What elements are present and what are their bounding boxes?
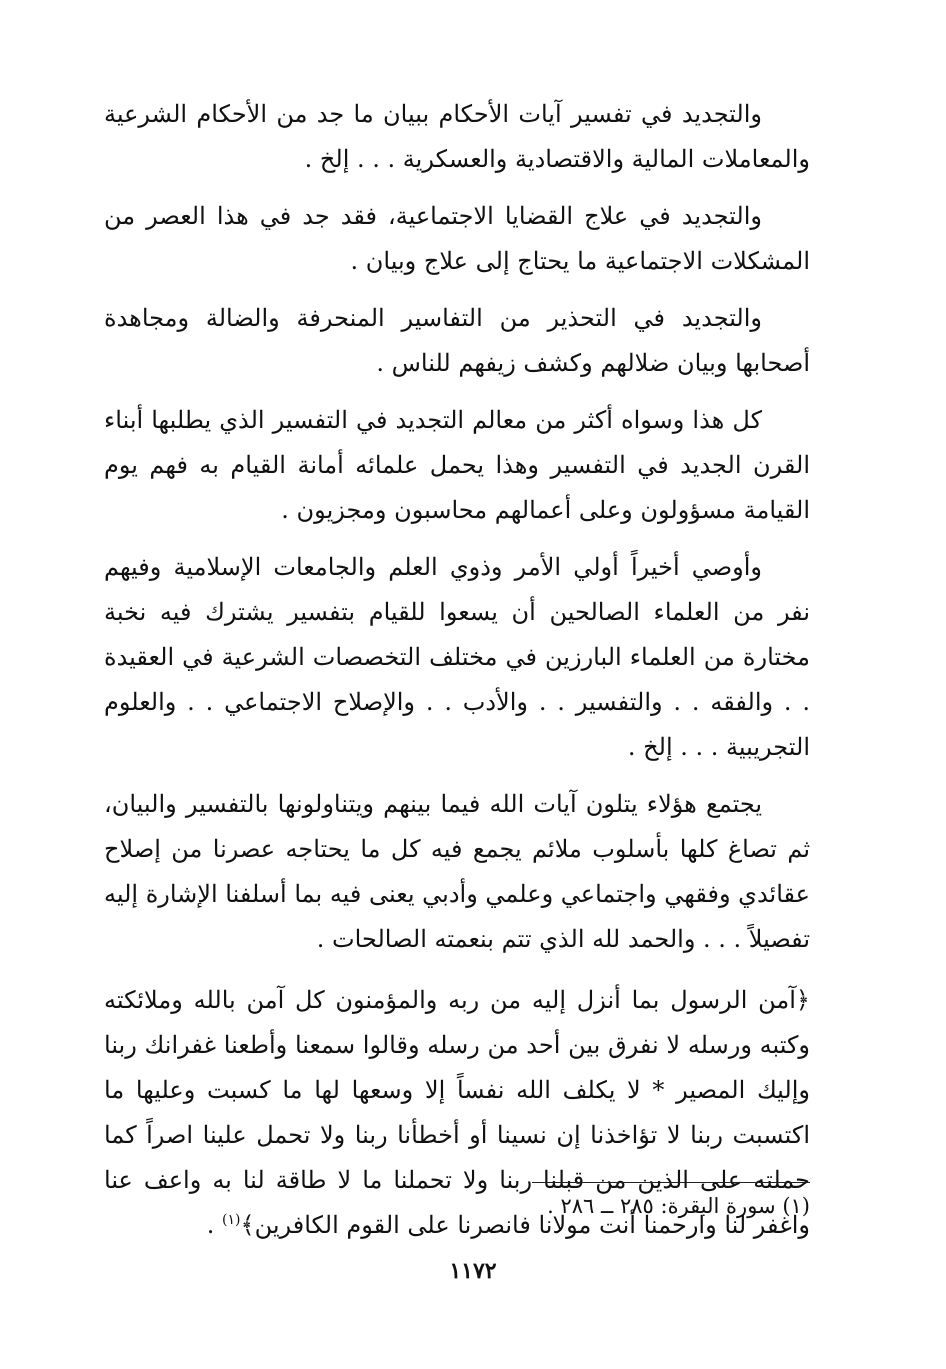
footnote: (١) سورة البقرة: ٢٨٥ ــ ٢٨٦ . [547, 1194, 810, 1218]
paragraph-social-issues: والتجديد في علاج القضايا الاجتماعية، فقد جد في هذا العصر من المشكلات الاجتماعية ما يحتاج إلى علاج وبيان . [104, 202, 810, 275]
page-body [104, 92, 810, 1260]
verse-end: . [206, 1211, 223, 1239]
paragraph-recommendation: وأوصي أخيراً أولي الأمر وذوي العلم والجامعات الإسلامية وفيهم نفر من العلماء الصالحين أن يسعوا للقيام بتفسير يشترك فيه نخبة مختارة من العلماء البارزين في مختلف التخصصات الشرعية في العقيدة . . والفقه . . والتفسير . . والأدب . . والإصلاح الاجتماعي . . والعلوم التجريبية . . . إلخ . [104, 553, 810, 761]
paragraph-tafsir-ahkam: والتجديد في تفسير آيات الأحكام ببيان ما جد من الأحكام الشرعية والمعاملات المالية والاقتصادية والعسكرية . . . إلخ . [104, 100, 810, 173]
page-number: ١١٧٢ [449, 1258, 497, 1284]
verse-text: ﴿آمن الرسول بما أنزل إليه من ربه والمؤمنون كل آمن بالله وملائكته وكتبه ورسله لا نفرق بين أحد من رسله وقالوا سمعنا وأطعنا غفرانك ربنا وإليك المصير * لا يكلف الله نفساً إلا وسعها لها ما كسبت وعليها ما اكتسبت ربنا لا تؤاخذنا إن نسينا أو أخطأنا ربنا ولا تحمل علينا اصراً كما حملته على الذين من قبلنا ربنا ولا تحملنا ما لا طاقة لنا به واعف عنا واغفر لنا وارحمنا أنت مولانا فانصرنا على القوم الكافرين﴾ [104, 986, 810, 1239]
paragraph-warning-deviant: والتجديد في التحذير من التفاسير المنحرفة والضالة ومجاهدة أصحابها وبيان ضلالهم وكشف زيفهم للناس . [104, 304, 810, 377]
footnote-divider [532, 1182, 810, 1183]
footnote-marker: (١) [222, 1212, 241, 1228]
paragraph-conclusion: يجتمع هؤلاء يتلون آيات الله فيما بينهم ويتناولونها بالتفسير والبيان، ثم تصاغ كلها بأسلوب ملائم يجمع فيه كل ما يحتاجه عصرنا من إصلاح عقائدي وفقهي واجتماعي وعلمي وأدبي يعنى فيه بما أسلفنا الإشارة إليه تفصيلاً . . . والحمد لله الذي تتم بنعمته الصالحات . [103, 790, 810, 953]
paragraph-renewal-landmarks: كل هذا وسواه أكثر من معالم التجديد في التفسير الذي يطلبها أبناء القرن الجديد في التفسير وهذا يحمل علمائه أمانة القيام به فهم يوم القيامة مسؤولون وعلى أعمالهم محاسبون ومجزيون . [104, 406, 810, 524]
